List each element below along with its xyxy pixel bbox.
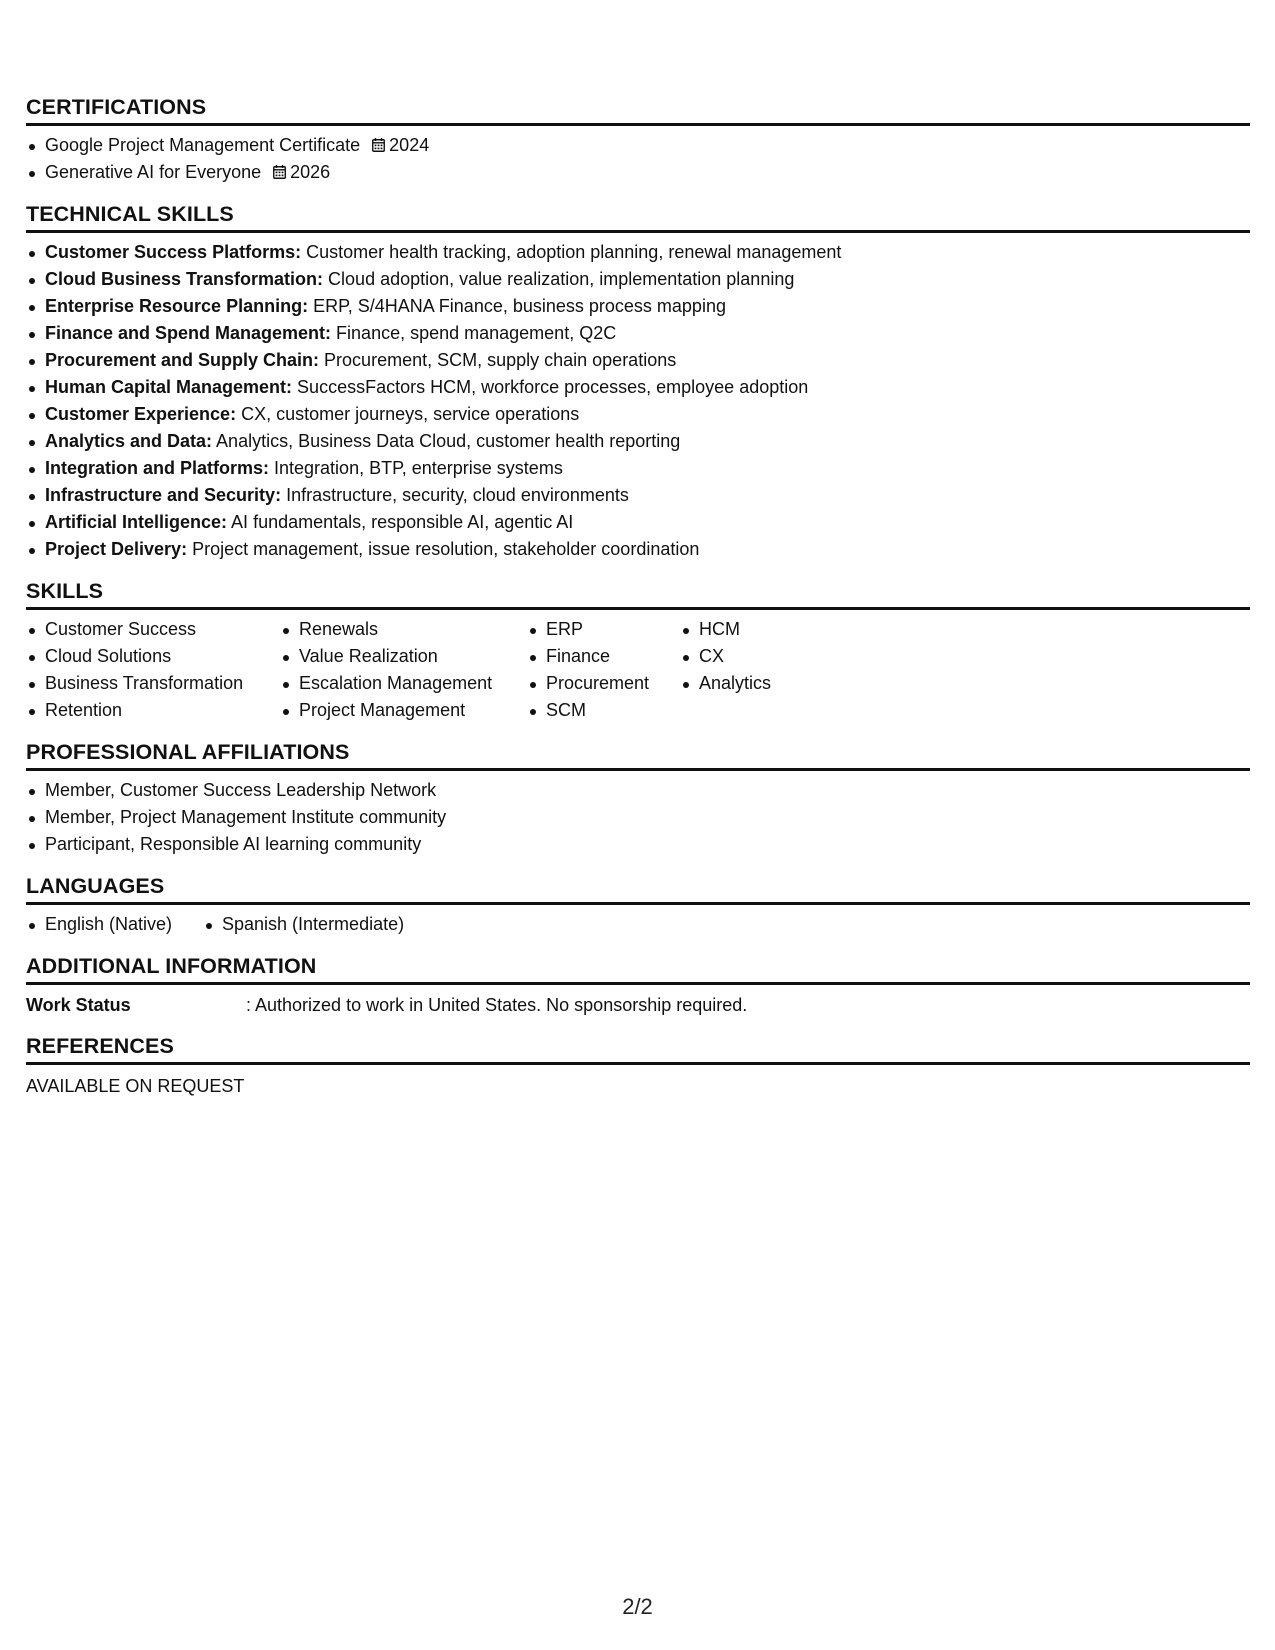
technical-skill-item [26,509,1250,536]
certification-year: 2024 [389,135,430,155]
skill-item: ERP [527,616,680,643]
technical-skill-label: Integration and Platforms: [45,458,270,478]
skill-item: Escalation Management [280,670,527,697]
technical-skill-text: Procurement, SCM, supply chain operations [319,350,677,370]
technical-skill-item [26,320,1250,347]
technical-skill-item [26,536,1250,563]
language-column [26,911,203,938]
skill-item: Procurement [527,670,680,697]
skills-section [26,578,1250,724]
certifications-heading: CERTIFICATIONS [26,94,1250,126]
skill-item: Business Transformation [26,670,280,697]
technical-skill-label: Human Capital Management: [45,377,293,397]
skill-item: Renewals [280,616,527,643]
language-item: Spanish (Intermediate) [203,911,404,938]
references-heading: REFERENCES [26,1033,1250,1065]
languages-heading: LANGUAGES [26,873,1250,905]
skill-item: Retention [26,697,280,724]
skill-item: HCM [680,616,830,643]
certifications-section [26,94,1250,186]
affiliation-item: Member, Project Management Institute community [26,804,1250,831]
technical-skill-text: Project management, issue resolution, stakeholder coordination [187,539,700,559]
technical-skill-label: Enterprise Resource Planning: [45,296,309,316]
technical-skill-label: Customer Experience: [45,404,237,424]
affiliation-item: Participant, Responsible AI learning community [26,831,1250,858]
skill-item: Project Management [280,697,527,724]
skill-item: CX [680,643,830,670]
affiliations-section [26,739,1250,858]
technical-skill-label: Customer Success Platforms: [45,242,302,262]
technical-skill-text: ERP, S/4HANA Finance, business process mapping [308,296,726,316]
skills-heading: SKILLS [26,578,1250,610]
technical-skill-text: Finance, spend management, Q2C [331,323,617,343]
additional-info-section [26,953,1250,1018]
technical-skill-item [26,293,1250,320]
references-section [26,1033,1250,1099]
skill-item: SCM [527,697,680,724]
technical-skill-item [26,482,1250,509]
additional-info-heading: ADDITIONAL INFORMATION [26,953,1250,985]
references-text: AVAILABLE ON REQUEST [26,1076,245,1096]
technical-skill-item [26,455,1250,482]
technical-skill-text: Customer health tracking, adoption planning, renewal management [301,242,842,262]
technical-skill-label: Infrastructure and Security: [45,485,282,505]
languages-section [26,873,1250,938]
languages-list [26,911,1250,938]
technical-skill-label: Project Delivery: [45,539,188,559]
technical-skills-heading: TECHNICAL SKILLS [26,201,1250,233]
resume-page [26,94,1250,1099]
work-status-value: : Authorized to work in United States. No sponsorship required. [246,995,748,1015]
technical-skill-text: Integration, BTP, enterprise systems [269,458,563,478]
technical-skill-text: Analytics, Business Data Cloud, customer health reporting [212,431,681,451]
technical-skill-item [26,239,1250,266]
skills-column [680,616,830,724]
technical-skill-item [26,347,1250,374]
certification-name: Google Project Management Certificate [45,135,361,155]
affiliations-heading: PROFESSIONAL AFFILIATIONS [26,739,1250,771]
skills-column [280,616,527,724]
technical-skill-label: Procurement and Supply Chain: [45,350,320,370]
skill-item: Finance [527,643,680,670]
certification-name: Generative AI for Everyone [45,162,262,182]
technical-skills-list [26,239,1250,563]
skill-item: Cloud Solutions [26,643,280,670]
technical-skill-label: Artificial Intelligence: [45,512,228,532]
page-number: 2/2 [622,1594,653,1619]
technical-skill-text: SuccessFactors HCM, workforce processes, employee adoption [292,377,809,397]
skills-grid [26,616,1250,724]
technical-skill-text: CX, customer journeys, service operations [236,404,580,424]
affiliation-item: Member, Customer Success Leadership Network [26,777,1250,804]
skill-item: Analytics [680,670,830,697]
technical-skill-item [26,401,1250,428]
language-item: English (Native) [26,911,203,938]
work-status-label: Work Status [26,995,131,1015]
technical-skill-item [26,266,1250,293]
technical-skill-text: AI fundamentals, responsible AI, agentic AI [227,512,574,532]
technical-skill-text: Infrastructure, security, cloud environments [281,485,629,505]
technical-skill-label: Finance and Spend Management: [45,323,332,343]
technical-skill-label: Analytics and Data: [45,431,213,451]
work-status-row [26,992,1250,1018]
technical-skill-item [26,428,1250,455]
skills-column [527,616,680,724]
calendar-icon [273,165,286,179]
certifications-list [26,132,1250,186]
skill-item: Value Realization [280,643,527,670]
certification-item [26,159,1250,186]
skills-column [26,616,280,724]
language-column [203,911,404,938]
technical-skill-text: Cloud adoption, value realization, implementation planning [323,269,795,289]
technical-skills-section [26,201,1250,563]
certification-item [26,132,1250,159]
affiliations-list [26,777,1250,858]
skill-item: Customer Success [26,616,280,643]
certification-year: 2026 [290,162,331,182]
technical-skill-item [26,374,1250,401]
calendar-icon [372,138,385,152]
technical-skill-label: Cloud Business Transformation: [45,269,324,289]
